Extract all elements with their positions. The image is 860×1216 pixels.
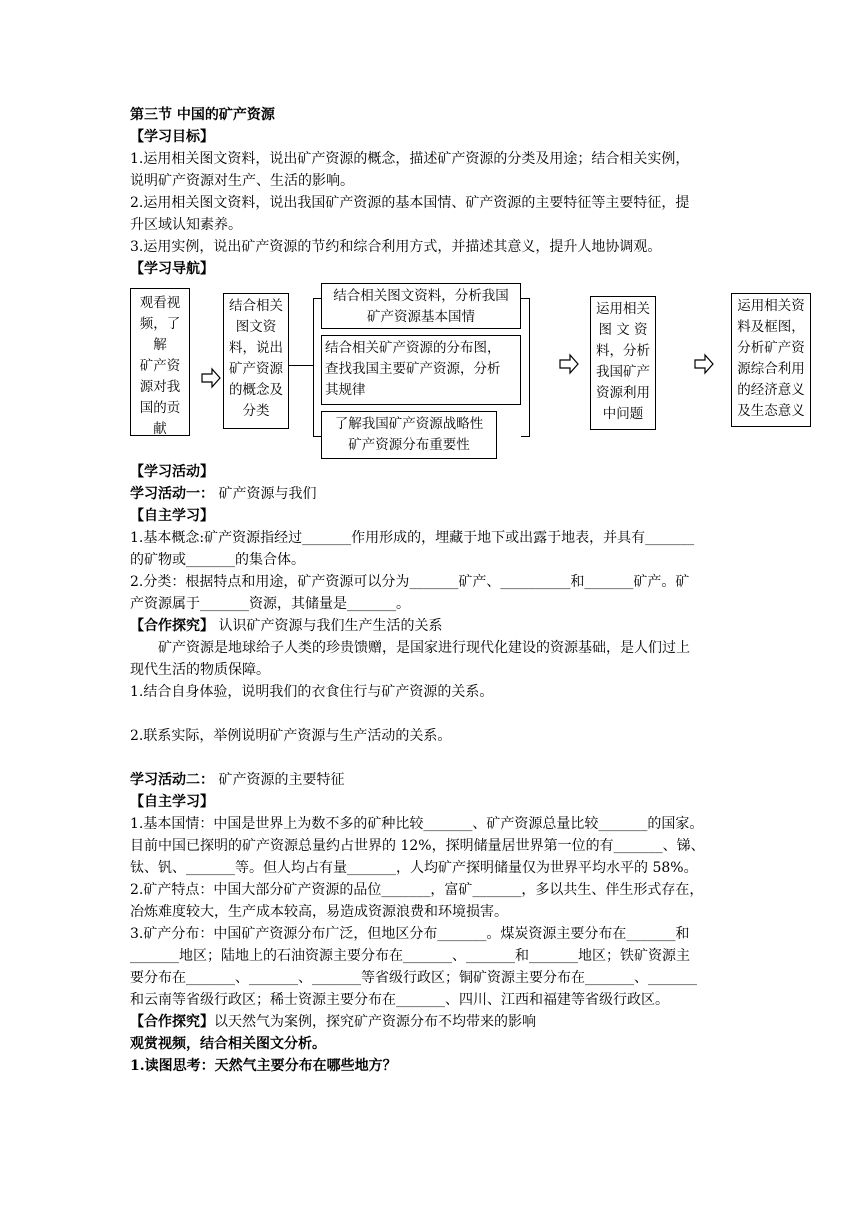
flow-text: 图 文 资 [598, 322, 648, 338]
goal-line: 3.运用实例，说出矿产资源的节约和综合利用方式，并描述其意义，提升人地协调观。 [130, 239, 662, 255]
fill-line: 冶炼难度较大，生产成本较高，易造成资源浪费和环境损害。 [130, 904, 508, 920]
flow-connector [289, 365, 313, 366]
question: 2.联系实际，举例说明矿产资源与生产活动的关系。 [130, 728, 452, 744]
flow-text: 观看视 [139, 295, 181, 311]
coop-title [130, 615, 735, 637]
activities-heading: 【学习活动】 [130, 464, 214, 480]
flow-text: 的概念及 [229, 382, 283, 398]
coop-title [130, 1011, 735, 1033]
flow-text: 运用相关 [596, 301, 650, 317]
goals-heading: 【学习目标】 [130, 129, 214, 145]
goal-line: 2.运用相关图文资料，说出我国矿产资源的基本国情、矿产资源的主要特征等主要特征，提 [130, 195, 690, 211]
flow-text: 料，说出 [229, 340, 283, 356]
flow-box-distribution [321, 335, 521, 405]
flow-text: 矿产资源分布重要性 [348, 437, 470, 453]
flow-text: 中问题 [602, 406, 644, 422]
flow-text: 了解我国矿产资源战略性 [334, 416, 484, 432]
fill-line: 目前中国已探明的矿产资源总量约占世界的 12%，探明储量居世界第一位的有_______、锑、 [130, 838, 705, 854]
fill-line: 2.矿产特点：中国大部分矿产资源的品位_______，富矿_______，多以共生、伴生形式存在， [130, 882, 704, 898]
body-line: 矿产资源是地球给子人类的珍贵馈赠，是国家进行现代化建设的资源基础，是人们过上 [158, 640, 690, 656]
coop-topic: 以天然气为案例，探究矿产资源分布不均带来的影响 [214, 1014, 536, 1030]
flow-text: 结合相关图文资料，分析我国 [333, 288, 509, 304]
flow-text: 其规律 [325, 382, 366, 398]
fill-line: 1.基本国情：中国是世界上为数不多的矿种比较_______、矿产资源总量比较_______的国家。 [130, 816, 704, 832]
flow-text: 的经济意义 [737, 382, 805, 398]
activity-topic: 矿产资源与我们 [214, 486, 317, 502]
fill-line: 要分布在_______、_______、_______等省级行政区；铜矿资源主要分布在_______、_______ [130, 970, 697, 986]
flow-box-video [130, 288, 190, 436]
flow-text: 料及框图， [737, 319, 805, 335]
activity-one-title [130, 483, 735, 505]
activity-topic: 矿产资源的主要特征 [214, 772, 345, 788]
flow-text: 结合相关 [229, 298, 283, 314]
instruction-line: 观赏视频，结合相关图文分析。 [130, 1036, 326, 1052]
right-arrow-icon [200, 367, 222, 389]
flow-box-significance [731, 293, 811, 427]
document-page [130, 104, 805, 1077]
flow-text: 运用相关资 [737, 298, 805, 314]
fill-line: 产资源属于_______资源，其储量是_______。 [130, 596, 410, 612]
flow-text: 我国矿产 [596, 364, 650, 380]
flow-text: 频，了解 [139, 316, 181, 353]
section-title: 第三节 中国的矿产资源 [130, 107, 275, 123]
activity-two-title [130, 769, 735, 791]
self-study-heading: 【自主学习】 [130, 508, 214, 524]
flow-box-concept [223, 293, 289, 429]
flow-text: 分类 [242, 403, 270, 419]
fill-line: 3.矿产分布：中国矿产资源分布广泛，但地区分布_______。煤炭资源主要分布在_______和 [130, 926, 690, 942]
fill-line: 钛、钒、_______等。但人均占有量_______，人均矿产探明储量仅为世界平均水平的 58%。 [130, 860, 698, 876]
flow-text: 源综合利用 [737, 361, 805, 377]
flow-text: 资源利用 [596, 385, 650, 401]
flow-text: 及生态意义 [737, 403, 805, 419]
fill-line: 和云南等省级行政区；稀士资源主要分布在_______、四川、江西和福建等省级行政区。 [130, 992, 669, 1008]
right-arrow-icon [693, 353, 715, 375]
flow-text: 查找我国主要矿产资源，分析 [325, 361, 501, 377]
learning-flow-chart [130, 283, 805, 461]
question: 1.读图思考：天然气主要分布在哪些地方？ [130, 1058, 397, 1074]
flow-text: 图文资 [235, 319, 277, 335]
activity-label: 学习活动一： [130, 486, 214, 502]
flow-text: 矿产资源 [229, 361, 283, 377]
right-arrow-icon [558, 353, 580, 375]
coop-label: 【合作探究】 [130, 1014, 214, 1030]
flow-box-problems [590, 296, 656, 430]
coop-label: 【合作探究】 [130, 618, 214, 634]
goal-line: 说明矿产资源对生产、生活的影响。 [130, 173, 354, 189]
flow-text: 源对我 [139, 379, 181, 395]
fill-line: 的矿物或_______的集合体。 [130, 552, 305, 568]
fill-line: 1.基本概念:矿产资源指经过_______作用形成的，埋藏于地下或出露于地表，并具有_______ [130, 530, 695, 546]
flow-text: 分析矿产资 [737, 340, 805, 356]
flow-box-national-condition [321, 283, 521, 329]
fill-line: 2.分类：根据特点和用途，矿产资源可以分为_______矿产、__________和_______矿产。矿 [130, 574, 690, 590]
body-line: 现代生活的物质保障。 [130, 662, 270, 678]
flow-box-strategic [321, 411, 497, 459]
flow-text: 结合相关矿产资源的分布图， [325, 340, 501, 356]
flow-bracket-right [521, 298, 530, 437]
flow-text: 国的贡 [139, 400, 181, 416]
goal-line: 升区域认知素养。 [130, 217, 242, 233]
question: 1.结合自身体验，说明我们的衣食住行与矿产资源的关系。 [130, 684, 494, 700]
flow-text: 矿产资 [139, 358, 181, 374]
flow-text: 献 [153, 421, 167, 437]
activity-label: 学习活动二： [130, 772, 214, 788]
flow-text: 料，分析 [596, 343, 650, 359]
flow-text: 矿产资源基本国情 [367, 309, 475, 325]
goal-line: 1.运用相关图文资料，说出矿产资源的概念，描述矿产资源的分类及用途；结合相关实例， [130, 151, 690, 167]
coop-topic: 认识矿产资源与我们生产生活的关系 [214, 618, 443, 634]
fill-line: _______地区；陆地上的石油资源主要分布在_______、_______和_______地区；铁矿资源主 [130, 948, 690, 964]
nav-heading: 【学习导航】 [130, 261, 214, 277]
self-study-heading: 【自主学习】 [130, 794, 214, 810]
